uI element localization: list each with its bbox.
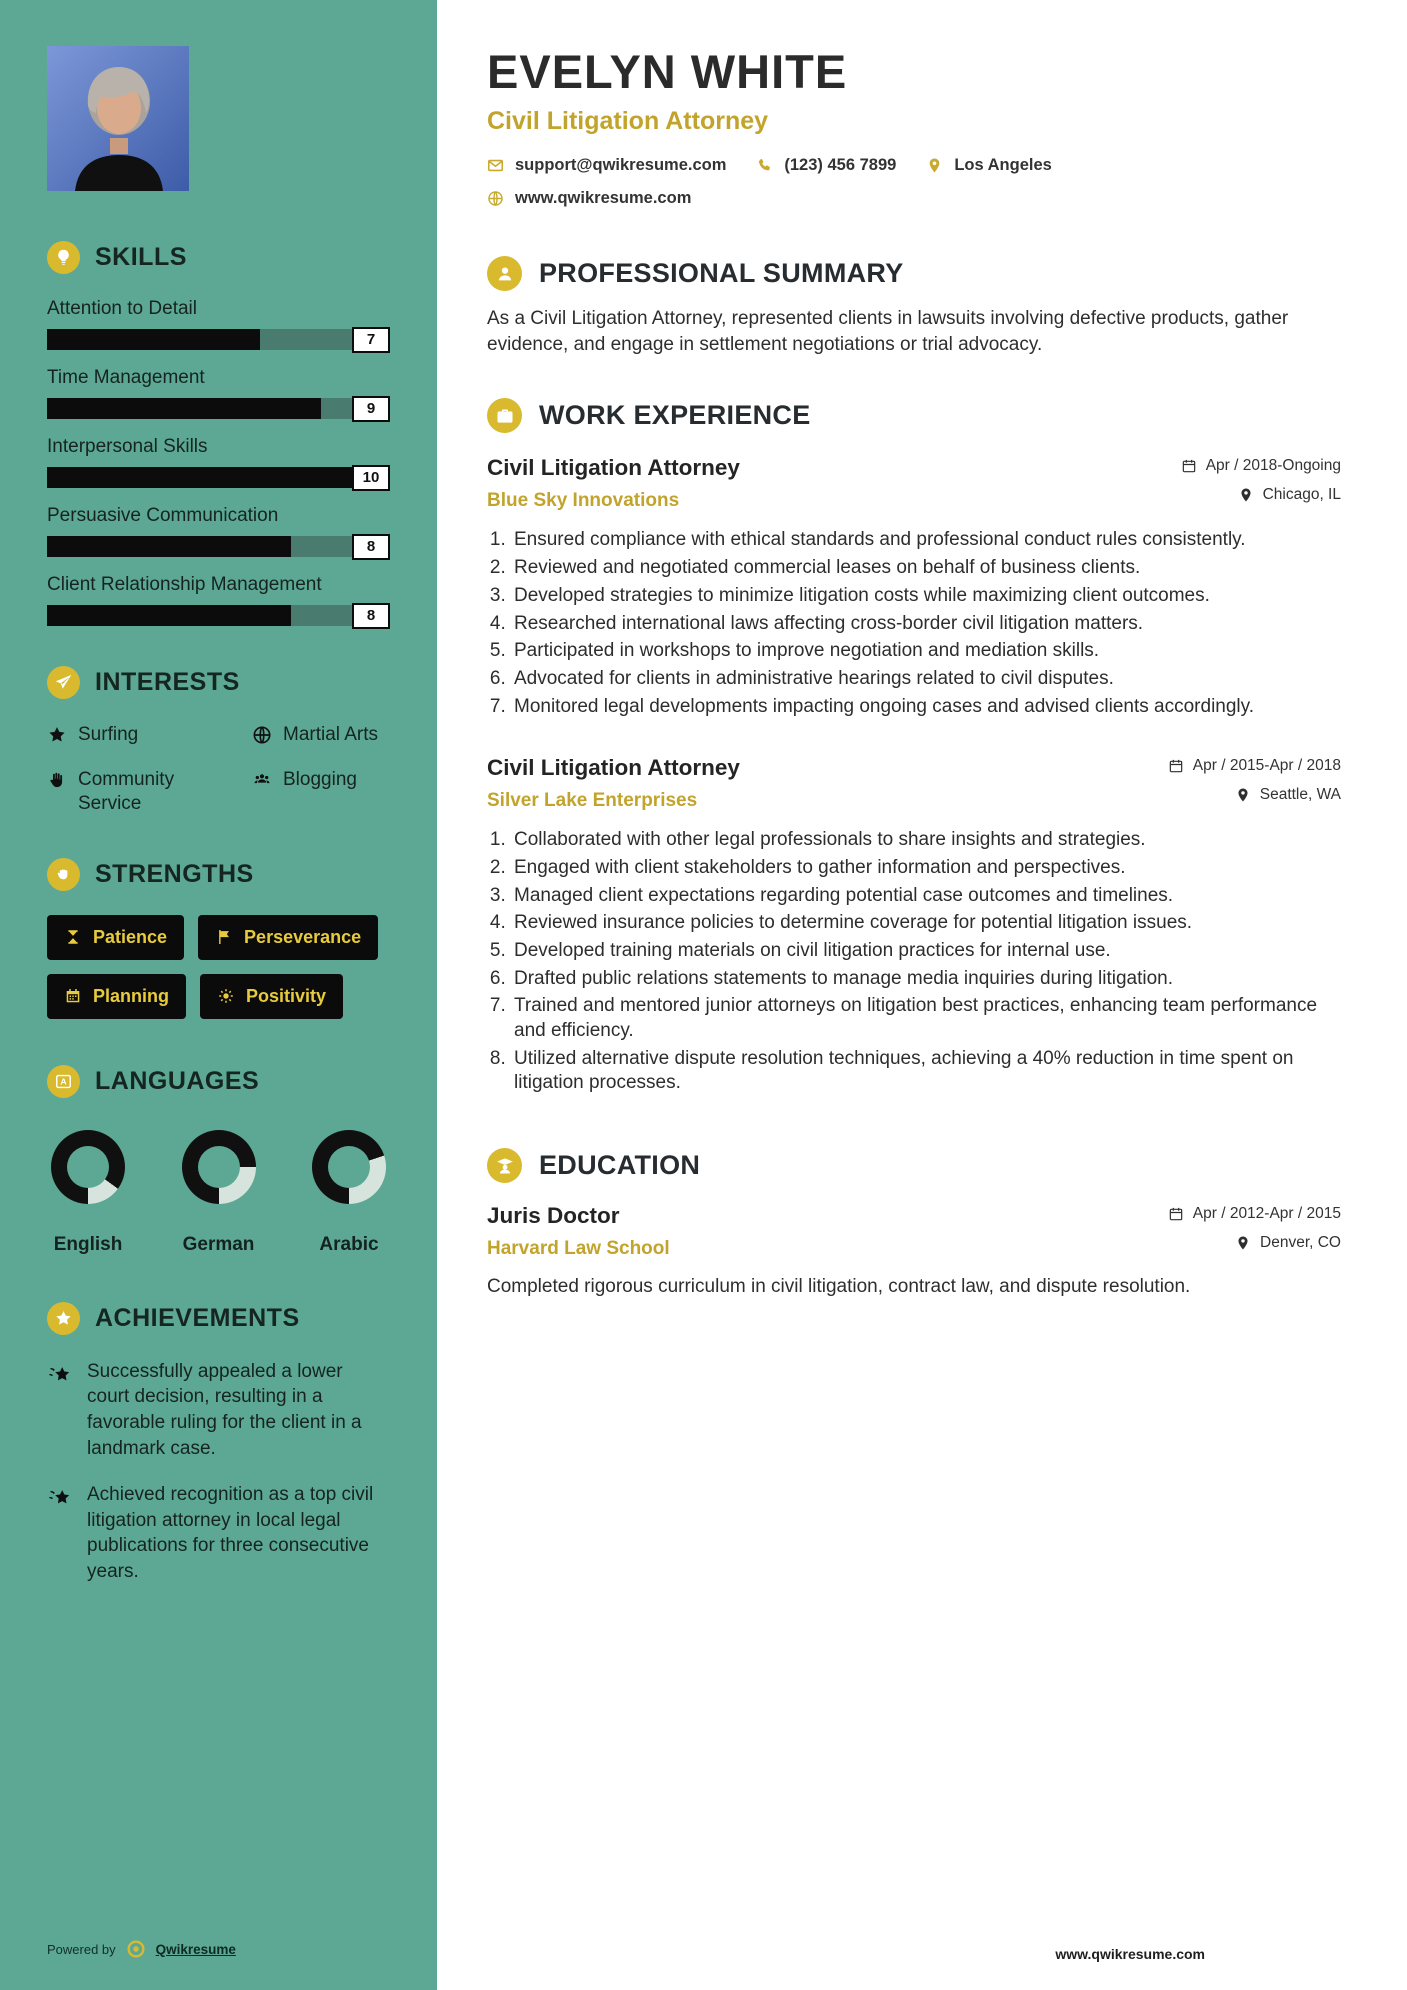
education-description: Completed rigorous curriculum in civil litigation, contract law, and dispute resolution. [487,1276,1191,1298]
language-label: English [53,1233,123,1255]
skill-value-box: 10 [352,465,390,491]
job-title: Civil Litigation Attorney [487,755,740,781]
education-title-block [487,1203,670,1260]
medal-icon [47,1302,80,1335]
candidate-name: EVELYN WHITE [487,45,848,98]
experience-bullet: 3. Developed strategies to minimize litigation costs while maximizing client outcomes. [511,584,1341,609]
flag-icon [215,928,233,946]
skill-item [47,436,390,488]
hourglass-icon [64,928,82,946]
calendar-icon [1181,458,1197,474]
experience-bullet: 4. Reviewed insurance policies to determine coverage for potential litigation issues. [511,911,1341,936]
skill-value-box: 7 [352,327,390,353]
skill-bar-fill [47,467,352,488]
summary-text: As a Civil Litigation Attorney, represented clients in lawsuits involving defective products, gather evidence, and engage in settlement negotiations or trial advocacy. [487,308,1289,356]
experience-bullet: 7. Trained and mentored junior attorneys on litigation best practices, enhancing team performance and efficiency. [511,994,1341,1043]
strength-label: Perseverance [244,926,362,947]
calendar-icon [1168,1206,1184,1222]
skill-label: Attention to Detail [47,298,197,319]
envelope-icon [487,157,504,174]
skill-value-box: 8 [352,603,390,629]
interests-heading [47,666,390,699]
experience-bullet: 6. Drafted public relations statements to manage media inquiries during litigation. [511,967,1341,992]
strength-label: Positivity [246,985,327,1006]
qwikresume-logo [125,1938,147,1960]
interests-heading-label: INTERESTS [95,668,240,696]
strength-badge [198,915,378,960]
skill-bar [47,536,390,557]
sidebar [0,0,437,1990]
email-text: support@qwikresume.com [515,156,727,174]
strength-label: Patience [93,926,168,947]
languages-heading-label: LANGUAGES [95,1066,260,1095]
job-header [487,455,1341,512]
strength-badge [47,974,186,1019]
language-item [51,1130,125,1256]
strengths-section [47,858,390,1019]
language-label: Arabic [319,1233,379,1255]
interest-grid [47,723,390,816]
degree: Juris Doctor [487,1203,620,1229]
contact-location [926,156,1052,175]
experience-bullet: 6. Advocated for clients in administrative hearings related to civil disputes. [511,667,1341,692]
website-text: www.qwikresume.com [515,189,692,207]
candidate-title: Civil Litigation Attorney [487,107,769,135]
skills-section [47,241,390,626]
strengths-heading-label: STRENGTHS [95,859,254,888]
language-donut [312,1130,386,1204]
skills-heading [47,241,390,274]
strength-label: Planning [93,985,169,1006]
job-title-block [487,455,740,512]
interest-item [47,768,252,816]
skill-bar [47,605,390,626]
experience-section [487,398,1341,1096]
school: Harvard Law School [487,1238,670,1260]
experience-bullet: 8. Utilized alternative dispute resolution techniques, achieving a 40% reduction in time spent on litigation processes. [511,1047,1341,1096]
calendar-icon [1168,758,1184,774]
experience-heading-label: WORK EXPERIENCE [539,400,811,431]
experience-bullet: 1. Ensured compliance with ethical standards and professional conduct rules consistently. [511,528,1341,553]
skill-item [47,367,390,419]
skill-bar [47,329,390,350]
skill-value-box: 9 [352,396,390,422]
job-title: Civil Litigation Attorney [487,455,740,481]
education-header [487,1203,1341,1260]
skills-heading-label: SKILLS [95,243,187,271]
map-pin-icon [1235,1235,1251,1251]
strength-badge [200,974,343,1019]
education-heading [487,1148,1341,1183]
job-meta [1181,455,1341,504]
graduate-icon [487,1148,522,1183]
job-location-text: Chicago, IL [1262,486,1341,504]
achievement-item [47,1359,390,1462]
contact-row [487,189,1341,208]
sidebar-footer [47,1938,236,1960]
svg-text:A: A [60,1076,67,1087]
language-icon [47,1065,80,1098]
strength-badges [47,915,399,1019]
contact-phone [756,156,896,175]
experience-heading [487,398,1341,433]
location-text: Los Angeles [954,156,1052,174]
experience-bullet: 2. Engaged with client stakeholders to gather information and perspectives. [511,856,1341,881]
job-meta [1168,755,1341,804]
experience-bullet: 5. Participated in workshops to improve negotiation and mediation skills. [511,639,1341,664]
job-dates [1168,757,1341,775]
achievement-text: Achieved recognition as a top civil litigation attorney in local legal publications for three consecutive years. [87,1483,374,1583]
interest-item [252,723,390,750]
achievements-heading [47,1302,390,1335]
phone-icon [756,157,773,174]
paper-plane-icon [47,666,80,699]
users-icon [252,768,272,795]
skill-value-box: 8 [352,534,390,560]
job-header [487,755,1341,812]
interest-label: Community Service [78,769,175,814]
education-location-text: Denver, CO [1260,1234,1341,1252]
experience-bullet: 7. Monitored legal developments impacting ongoing cases and advised clients accordingly. [511,695,1341,720]
job-dates-text: Apr / 2015-Apr / 2018 [1192,757,1341,775]
contact-website [487,189,691,208]
language-donut [182,1130,256,1204]
globe-icon [487,190,504,207]
experience-bullet: 4. Researched international laws affecting cross-border civil litigation matters. [511,612,1341,637]
achievement-item [47,1482,390,1585]
languages-section [47,1065,390,1256]
skill-bar-fill [47,329,260,350]
job-location [1181,486,1341,504]
language-label: German [182,1233,255,1255]
contact-row [487,156,1341,175]
achievements-section [47,1302,390,1586]
skill-bar-fill [47,605,291,626]
experience-bullet: 2. Reviewed and negotiated commercial leases on behalf of business clients. [511,556,1341,581]
job-bullets [487,528,1341,719]
skill-label: Interpersonal Skills [47,436,208,457]
contact-email [487,156,726,175]
languages-list [47,1122,390,1256]
skill-bar-fill [47,536,291,557]
summary-section [487,256,1341,358]
achievement-text: Successfully appealed a lower court decision, resulting in a favorable ruling for the client in a landmark case. [87,1360,362,1459]
fist-icon [47,858,80,891]
education-location [1168,1234,1341,1252]
job-dates-text: Apr / 2018-Ongoing [1205,457,1341,475]
footer-website: www.qwikresume.com [1055,1946,1205,1962]
job-bullets [487,828,1341,1096]
interest-item [47,723,252,750]
hand-icon [47,768,67,795]
strength-badge [47,915,184,960]
experience-bullet: 5. Developed training materials on civil litigation practices for internal use. [511,939,1341,964]
experience-entry [487,755,1341,1096]
education-entry [487,1203,1341,1300]
profile-photo [47,46,189,191]
job-location-text: Seattle, WA [1259,786,1341,804]
education-heading-label: EDUCATION [539,1150,701,1181]
skill-bar [47,398,390,419]
sun-icon [217,987,235,1005]
interest-label: Blogging [283,769,357,790]
globe-icon [252,723,272,750]
interest-label: Martial Arts [283,724,379,745]
qwikresume-link[interactable]: Qwikresume [155,1941,236,1957]
job-company: Silver Lake Enterprises [487,790,698,812]
skill-item [47,298,390,350]
interests-section [47,666,390,816]
language-item [312,1130,386,1256]
experience-bullet: 3. Managed client expectations regarding potential case outcomes and timelines. [511,884,1341,909]
person-icon [487,256,522,291]
skill-label: Client Relationship Management [47,574,322,595]
achievement-star-icon [47,1482,74,1585]
job-dates [1181,457,1341,475]
job-title-block [487,755,740,812]
powered-by-label: Powered by [47,1941,116,1957]
languages-heading [47,1065,390,1098]
calendar-icon [64,987,82,1005]
job-company: Blue Sky Innovations [487,490,680,512]
briefcase-icon [487,398,522,433]
phone-text: (123) 456 7899 [784,156,897,174]
map-pin-icon [1238,487,1254,503]
education-dates [1168,1205,1341,1223]
skill-bar [47,467,390,488]
language-donut [51,1130,125,1204]
strengths-heading [47,858,390,891]
experience-entry [487,455,1341,719]
skill-label: Persuasive Communication [47,505,279,526]
map-pin-icon [926,157,943,174]
language-item [182,1130,256,1256]
summary-heading [487,256,1341,291]
lightbulb-icon [47,241,80,274]
main-content [437,0,1407,1990]
education-dates-text: Apr / 2012-Apr / 2015 [1192,1205,1341,1223]
map-pin-icon [1235,787,1251,803]
interest-label: Surfing [78,724,139,745]
interest-item [252,768,390,816]
skill-label: Time Management [47,367,205,388]
experience-bullet: 1. Collaborated with other legal professionals to share insights and strategies. [511,828,1341,853]
education-meta [1168,1203,1341,1252]
achievements-heading-label: ACHIEVEMENTS [95,1303,300,1332]
star-icon [47,723,67,750]
skill-bar-fill [47,398,321,419]
summary-heading-label: PROFESSIONAL SUMMARY [539,258,904,288]
job-location [1168,786,1341,804]
skill-item [47,505,390,557]
skill-item [47,574,390,626]
education-section [487,1148,1341,1300]
achievement-star-icon [47,1359,74,1462]
